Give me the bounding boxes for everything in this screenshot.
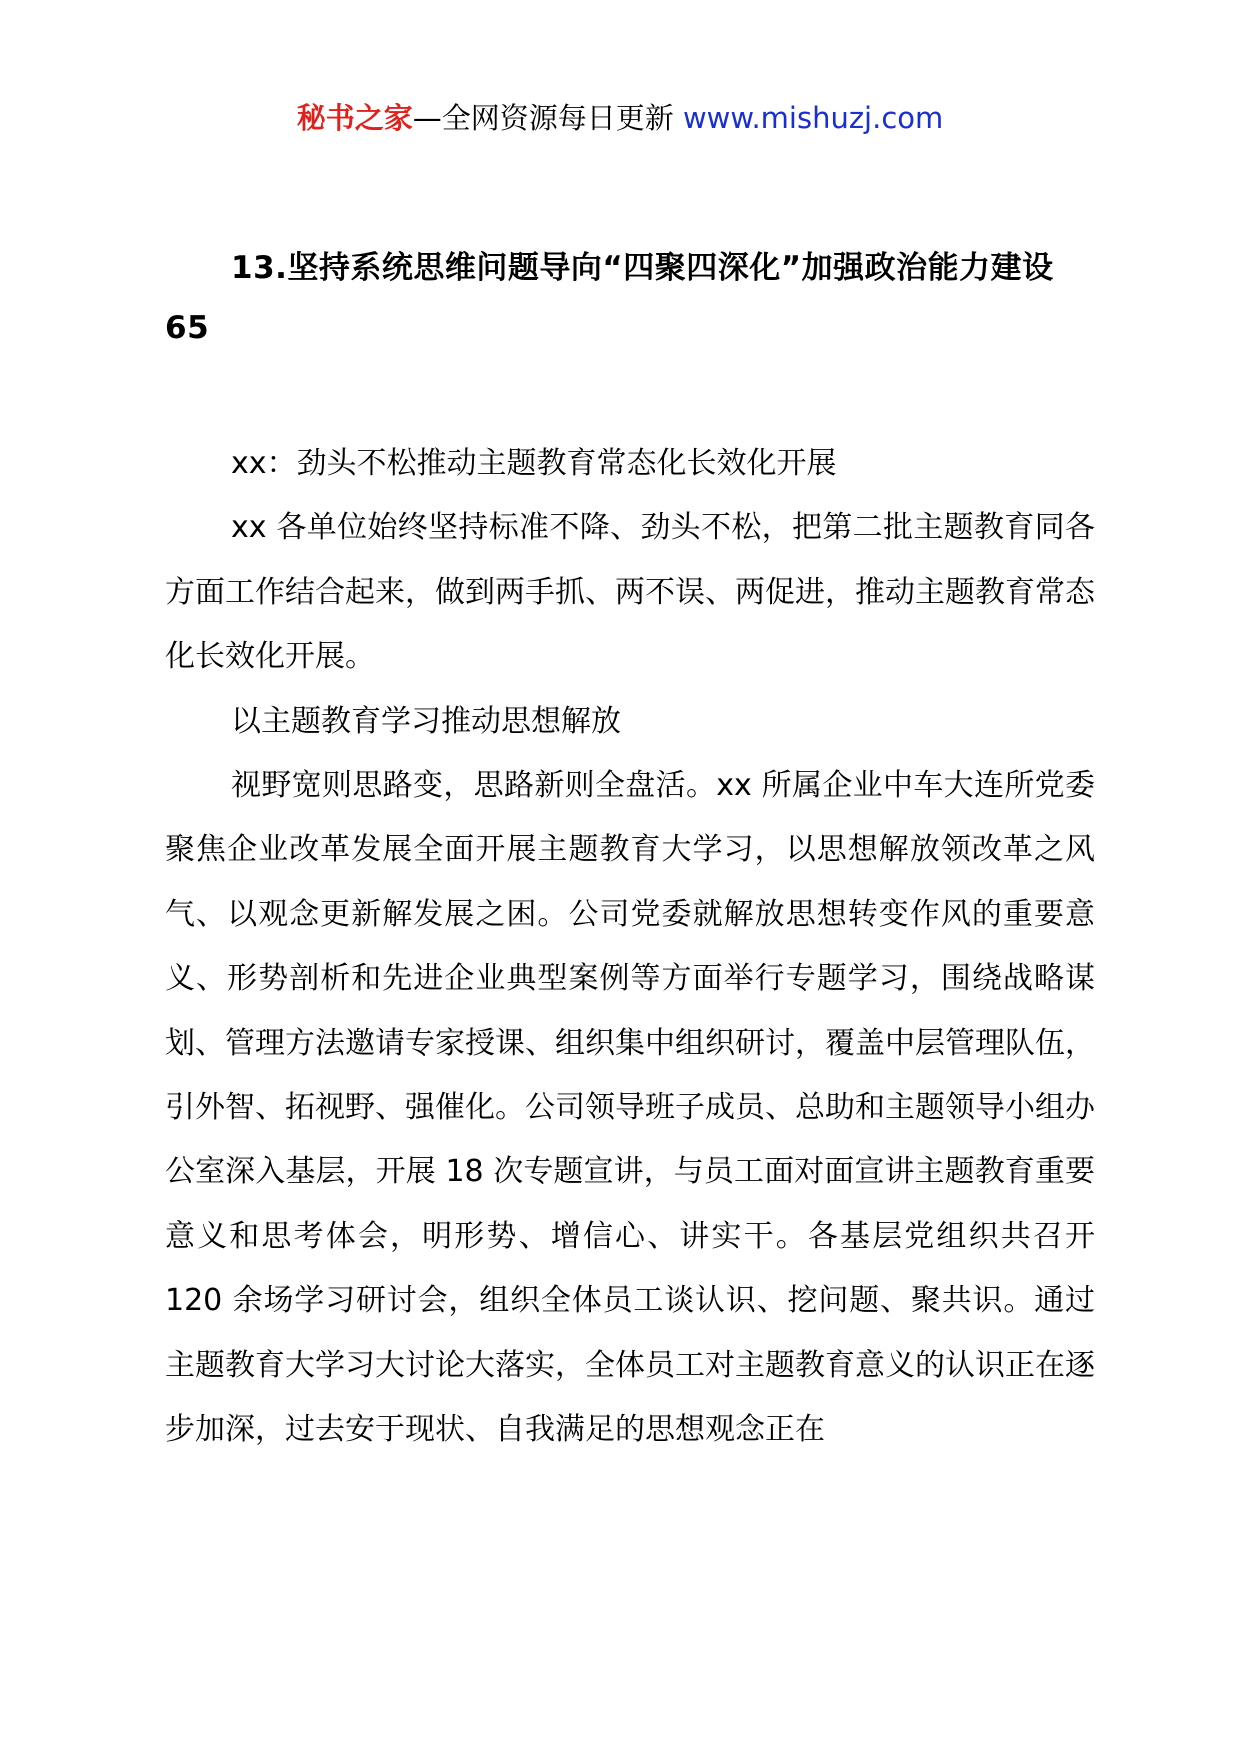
paragraph-intro: xx 各单位始终坚持标准不降、劲头不松，把第二批主题教育同各方面工作结合起来，做到两手抓、两不误、两促进，推动主题教育常态化长效化开展。 bbox=[165, 510, 1095, 675]
site-url[interactable]: www.mishuzj.com bbox=[682, 101, 944, 135]
header-tagline: —全网资源每日更新 bbox=[412, 101, 683, 135]
paragraph-section-heading: 以主题教育学习推动思想解放 bbox=[231, 703, 621, 739]
document-title: 13.坚持系统思维问题导向“四聚四深化”加强政治能力建设 65 bbox=[165, 250, 1054, 346]
paragraph-subtitle: xx：劲头不松推动主题教育常态化长效化开展 bbox=[231, 446, 837, 481]
document-body bbox=[165, 432, 1095, 1463]
brand-name: 秘书之家 bbox=[296, 101, 413, 135]
paragraph-main: 视野宽则思路变，思路新则全盘活。xx 所属企业中车大连所党委聚焦企业改革发展全面开展主题教育大学习，以思想解放领改革之风气、以观念更新解发展之困。公司党委就解放思想转变作风的重要意义、形势剖析和先进企业典型案例等方面举行专题学习，围绕战略谋划、管理方法邀请专家授课、组织集中组织研讨，覆盖中层管理队伍，引外智、拓视野、强催化。公司领导班子成员、总助和主题领导小组办公室深入基层，开展 18 次专题宣讲，与员工面对面宣讲主题教育重要意义和思考体会，明形势、增信心、讲实干。各基层党组织共召开 120 余场学习研讨会，组织全体员工谈认识、挖问题、聚共识。通过主题教育大学习大讨论大落实，全体员工对主题教育意义的认识正在逐步加深，过去安于现状、自我满足的思想观念正在 bbox=[165, 768, 1095, 1448]
site-header bbox=[0, 98, 1240, 138]
